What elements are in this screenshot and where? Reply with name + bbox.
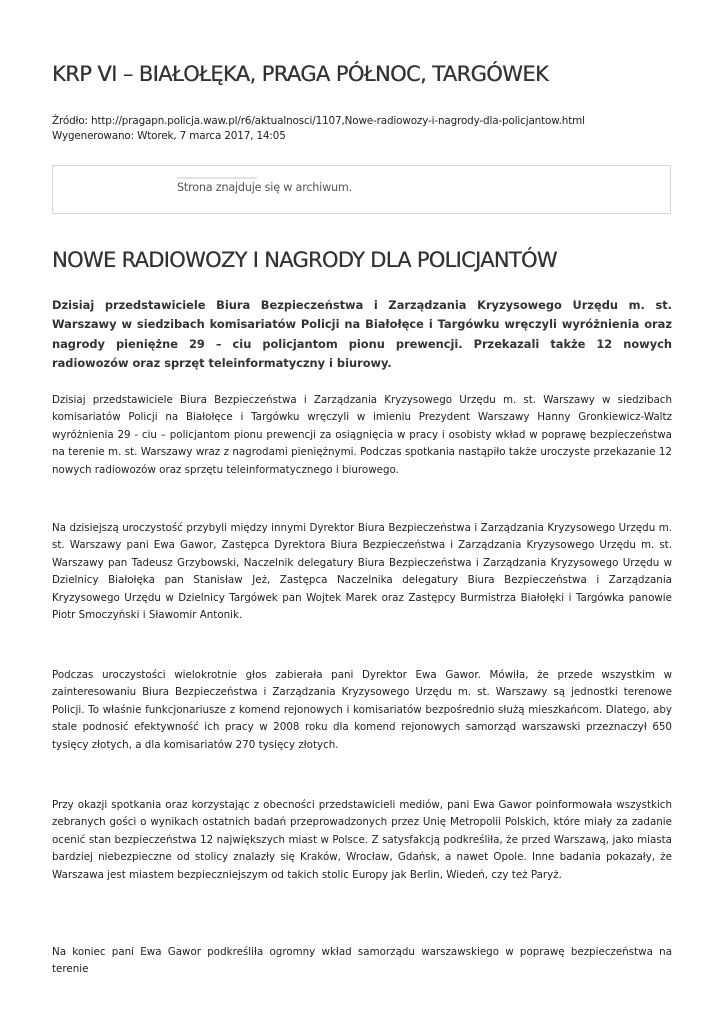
site-title: KRP VI – BIAŁOŁĘKA, PRAGA PÓŁNOC, TARGÓWEK — [52, 62, 549, 86]
article-paragraph: Na dzisiejszą uroczystość przybyli między innymi Dyrektor Biura Bezpieczeństwa i Zarządzania Kryzysowego Urzędu m. st. Warszawy pani Ewa Gawor, Zastępca Dyrektora Biura Bezpieczeństwa i Zarządzania Kryzysowego Urzędu m. st. Warszawy pan Tadeusz Grzybowski, Naczelnik delegatury Biura Bezpieczeństwa i Zarządzania Kryzysowego Urzędu w Dzielnicy Białołęka pan Stanisław Jeż, Zastępca Naczelnika delegatury Biura Bezpieczeństwa i Zarządzania Kryzysowego Urzędu w Dzielnicy Targówek pan Wojtek Marek oraz Zastępcy Burmistrza Białołęki i Targówka panowie Piotr Smoczyński i Sławomir Antonik. — [52, 522, 672, 622]
source-url: Źródło: http://pragapn.policja.waw.pl/r6/aktualnosci/1107,Nowe-radiowozy-i-nagrody-dla-policjantow.html — [52, 115, 585, 127]
article-paragraph: Przy okazji spotkania oraz korzystając z obecności przedstawicieli mediów, pani Ewa Gawor poinformowała wszystkich zebranych gości o wynikach ostatnich badań przeprowadzonych przez Unię Metropolii Polskich, które miały za zadanie ocenić stan bezpieczeństwa 12 największych miast w Polsce. Z satysfakcją podkreśliła, że przed Warszawą, jako miasta bardziej niebezpieczne od stolicy znalazły się Kraków, Wrocław, Gdańsk, a nawet Opole. Inne badania pokazały, że Warszawa jest miastem bezpieczniejszym od takich stolic Europy jak Berlin, Wiedeń, czy też Paryż. — [52, 799, 672, 881]
generated-date: Wygenerowano: Wtorek, 7 marca 2017, 14:05 — [52, 130, 286, 142]
article-lead: Dzisiaj przedstawiciele Biura Bezpieczeństwa i Zarządzania Kryzysowego Urzędu m. st. Warszawy w siedzibach komisariatów Policji na Białołęce i Targówku wręczyli wyróżnienia oraz nagrody pieniężne 29 – ciu policjantom pionu prewencji. Przekazali także 12 nowych radiowozów oraz sprzęt teleinformatyczny i biurowy. — [52, 298, 672, 370]
archive-notice-box — [52, 165, 671, 214]
archive-divider — [177, 177, 257, 179]
article-paragraph: Podczas uroczystości wielokrotnie głos zabierała pani Dyrektor Ewa Gawor. Mówiła, że przede wszystkim w zainteresowaniu Biura Bezpieczeństwa i Zarządzania Kryzysowego Urzędu m. st. Warszawy są jednostki terenowe Policji. To właśnie funkcjonariusze z komend rejonowych i komisariatów bezpośrednio służą mieszkańcom. Dlatego, aby stale podnosić efektywność ich pracy w 2008 roku dla komend rejonowych samorząd warszawski przeznaczył 650 tysięcy złotych, a dla komisariatów 270 tysięcy złotych. — [52, 669, 672, 751]
article-paragraph: Dzisiaj przedstawiciele Biura Bezpieczeństwa i Zarządzania Kryzysowego Urzędu m. st. Warszawy w siedzibach komisariatów Policji na Białołęce i Targówku wręczyli w imieniu Prezydent Warszawy Hanny Gronkiewicz-Waltz wyróżnienia 29 - ciu – policjantom pionu prewencji za osiągnięcia w pracy i osobisty wkład w poprawę bezpieczeństwa na terenie m. st. Warszawy wraz z nagrodami pieniężnymi. Podczas spotkania nastąpiło także uroczyste przekazanie 12 nowych radiowozów oraz sprzętu teleinformatycznego i biurowego. — [52, 394, 672, 476]
article-title: NOWE RADIOWOZY I NAGRODY DLA POLICJANTÓW — [52, 248, 557, 272]
document-meta — [52, 114, 692, 144]
article-paragraph: Na koniec pani Ewa Gawor podkreśliła ogromny wkład samorządu warszawskiego w poprawę bezpieczeństwa na terenie — [52, 946, 672, 976]
archive-notice: Strona znajduje się w archiwum. — [177, 181, 352, 194]
